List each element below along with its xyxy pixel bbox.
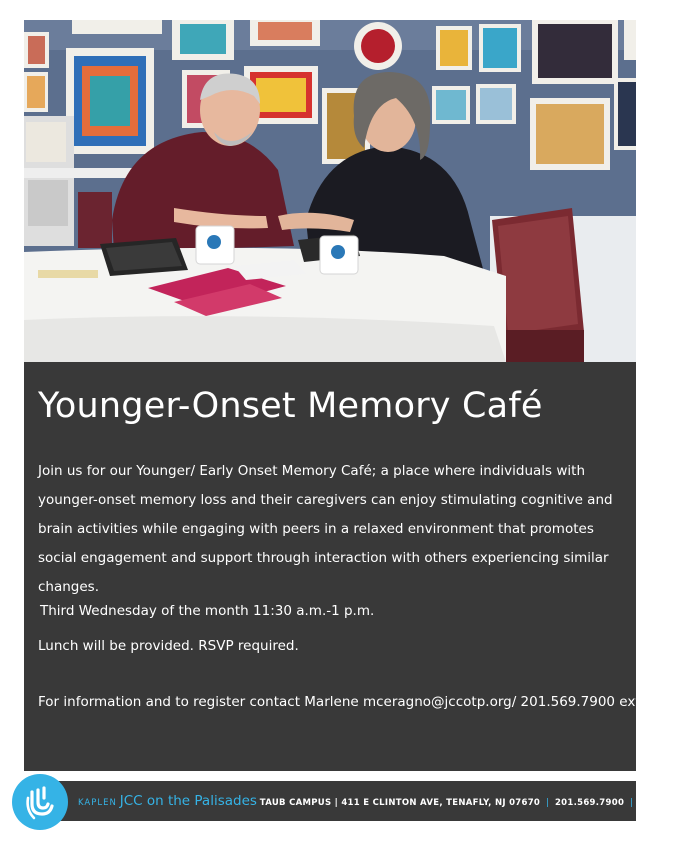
event-schedule: Third Wednesday of the month 11:30 a.m.-1 p.m. — [40, 603, 375, 619]
contact-info: For information and to register contact Marlene mceragno@jccotp.org/ 201.569.7900 ext. 439 — [38, 694, 676, 710]
footer-separator: | — [630, 798, 634, 808]
brand-kaplen: KAPLEN — [78, 798, 117, 808]
footer-website: jccotp.org — [638, 795, 694, 808]
footer-text — [78, 781, 694, 821]
footer-address: TAUB CAMPUS | 411 E CLINTON AVE, TENAFLY, NJ 07670 — [259, 798, 541, 808]
hero-photo — [24, 20, 636, 391]
hero-photo-illustration — [24, 20, 636, 391]
footer-phone: 201.569.7900 — [554, 798, 625, 808]
footer-separator: | — [546, 798, 550, 808]
footer-bar — [24, 781, 694, 821]
jcc-logo-icon — [12, 774, 68, 830]
lunch-note: Lunch will be provided. RSVP required. — [38, 638, 299, 654]
brand-name: JCC on the Palisades — [119, 793, 257, 809]
event-title: Younger-Onset Memory Café — [38, 386, 543, 426]
event-description: Join us for our Younger/ Early Onset Memory Café; a place where individuals with younger-onset memory loss and their caregivers can enjoy stimulating cognitive and brain activities while engaging with peers in a relaxed environment that promotes social engagement and support through interaction with others experiencing similar changes. — [38, 463, 613, 595]
info-panel — [24, 362, 676, 771]
